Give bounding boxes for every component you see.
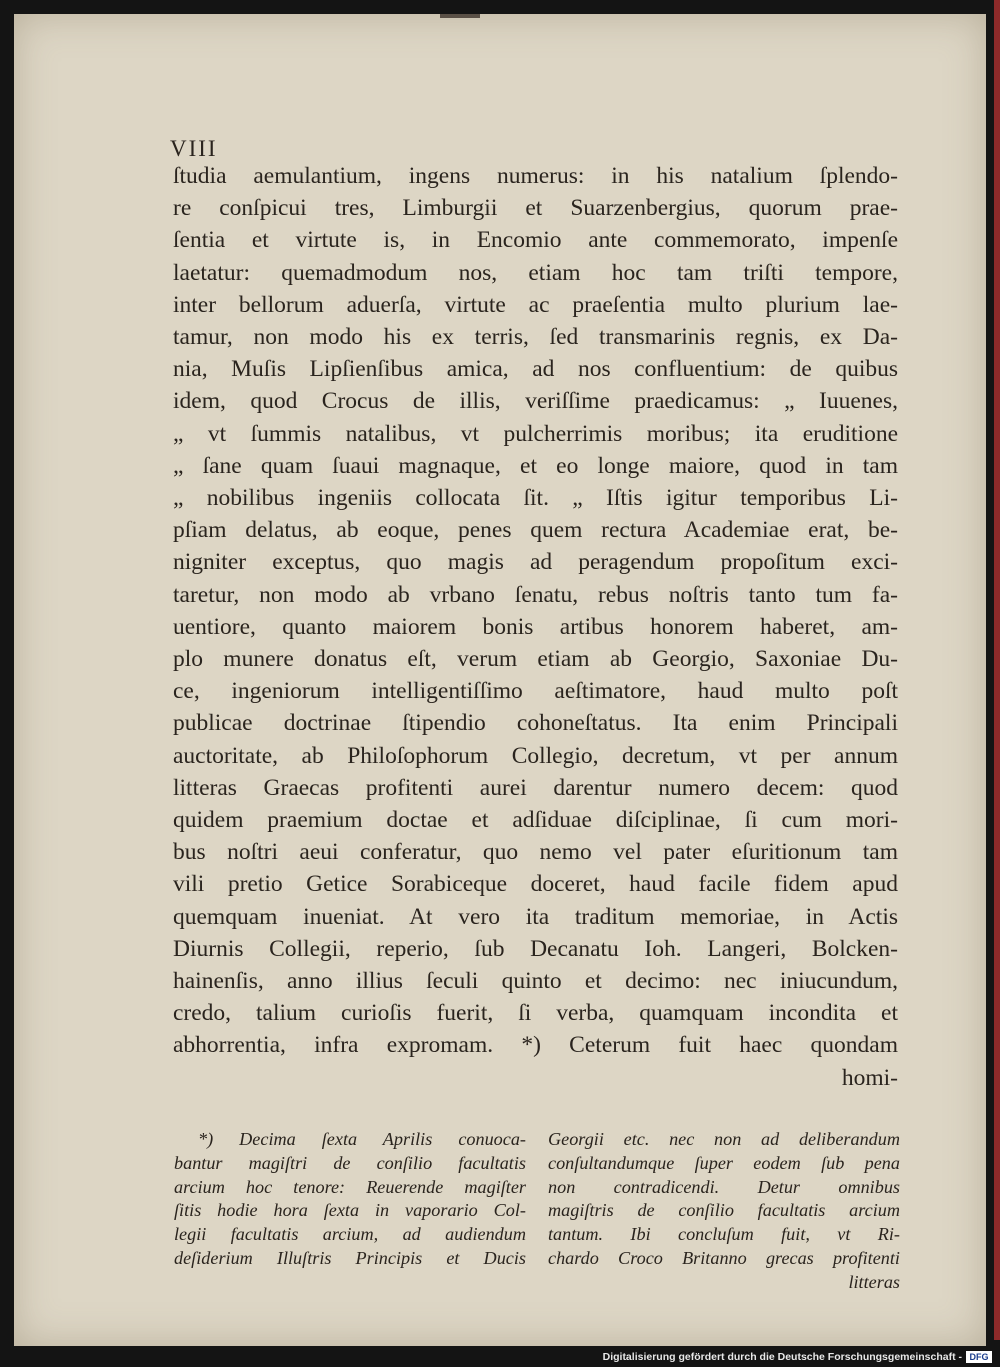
body-line: quidem praemium doctae et adſiduae diſciplinae, ſi cum mori-	[173, 807, 898, 834]
page-number: VIII	[170, 136, 218, 161]
footnote-line: legii facultatis arcium, ad audiendum	[174, 1224, 526, 1245]
body-line: idem, quod Crocus de illis, veriſſime praedicamus: „ Iuuenes,	[173, 388, 898, 415]
body-line: plo munere donatus eſt, verum etiam ab Georgio, Saxoniae Du-	[173, 646, 898, 673]
footnote-right-column	[548, 1128, 900, 1295]
footnote-left-column	[174, 1128, 526, 1271]
top-mark	[440, 14, 480, 18]
body-line: hainenſis, anno illius ſeculi quinto et decimo: nec iniucundum,	[173, 968, 898, 995]
digitization-credit: Digitalisierung gefördert durch die Deutsche Forschungsgemeinschaft -	[602, 1351, 962, 1363]
body-line: „ vt ſummis natalibus, vt pulcherrimis moribus; ita eruditione	[173, 420, 898, 447]
page-edge	[994, 0, 1000, 1340]
body-line: uentiore, quanto maiorem bonis artibus honorem haberet, am-	[173, 613, 898, 640]
body-line: credo, talium curioſis fuerit, ſi verba, quamquam incondita et	[173, 1000, 898, 1027]
footnote-line: bantur magiſtri de conſilio facultatis	[174, 1152, 526, 1173]
body-line: taretur, non modo ab vrbano ſenatu, rebus noſtris tanto tum fa-	[173, 581, 898, 608]
body-line: laetatur: quemadmodum nos, etiam hoc tam triſti tempore,	[173, 259, 898, 286]
body-line: pſiam delatus, ab eoque, penes quem rectura Academiae erat, be-	[173, 517, 898, 544]
body-line: auctoritate, ab Philoſophorum Collegio, decretum, vt per annum	[173, 742, 898, 769]
footnote-line: magiſtris de conſilio facultatis arcium	[548, 1200, 900, 1221]
body-text	[173, 160, 898, 1094]
footnote-line: *) Decima ſexta Aprilis conuoca-	[198, 1129, 526, 1149]
body-line: „ ſane quam ſuaui magnaque, et eo longe maiore, quod in tam	[173, 452, 898, 479]
footnote-line: deſiderium Illuſtris Principis et Ducis	[174, 1247, 526, 1268]
footnote-line: conſultandumque ſuper eodem ſub pena	[548, 1152, 900, 1173]
body-line: publicae doctrinae ſtipendio cohoneſtatus. Ita enim Principali	[173, 710, 898, 737]
body-line: abhorrentia, infra expromam. *) Ceterum fuit haec quondam	[173, 1032, 898, 1059]
footnote-line: ſitis hodie hora ſexta in vaporario Col-	[174, 1200, 526, 1221]
body-line: litteras Graecas profitenti aurei darentur numero decem: quod	[173, 774, 898, 801]
catchword: homi-	[841, 1064, 898, 1091]
body-line: Diurnis Collegii, reperio, ſub Decanatu Ioh. Langeri, Bolcken-	[173, 935, 898, 962]
footnote-line: Georgii etc. nec non ad deliberandum	[548, 1129, 900, 1149]
body-line: re conſpicui tres, Limburgii et Suarzenbergius, quorum prae-	[173, 195, 898, 222]
body-line: tamur, non modo his ex terris, ſed transmarinis regnis, ex Da-	[173, 324, 898, 351]
body-line: bus noſtri aeui conferatur, quo nemo vel pater eſuritionum tam	[173, 839, 898, 866]
body-line: nia, Muſis Lipſienſibus amica, ad nos confluentium: de quibus	[173, 356, 898, 383]
footnote-line: non contradicendi. Detur omnibus	[548, 1176, 900, 1197]
body-line: ſentia et virtute is, in Encomio ante commemorato, impenſe	[173, 227, 898, 254]
footnote-line: tantum. Ibi concluſum fuit, vt Ri-	[548, 1224, 900, 1245]
footnote-line: chardo Croco Britanno grecas profitenti	[548, 1247, 900, 1268]
dfg-logo: DFG	[966, 1351, 992, 1363]
footnote-line: arcium hoc tenore: Reuerende magiſter	[174, 1176, 526, 1197]
body-line: quemquam inueniat. At vero ita traditum memoriae, in Actis	[173, 903, 898, 930]
footnote-catchword: litteras	[848, 1271, 900, 1292]
body-line: vili pretio Getice Sorabiceque doceret, haud facile fidem apud	[173, 871, 898, 898]
body-line: nigniter exceptus, quo magis ad peragendum propoſitum exci-	[173, 549, 898, 576]
body-line: inter bellorum aduerſa, virtute ac praeſentia multo plurium lae-	[173, 291, 898, 318]
body-line: ce, ingeniorum intelligentiſſimo aeſtimatore, haud multo poſt	[173, 678, 898, 705]
body-line: „ nobilibus ingeniis collocata ſit. „ Iſtis igitur temporibus Li-	[173, 485, 898, 512]
body-line: ſtudia aemulantium, ingens numerus: in his natalium ſplendo-	[173, 163, 898, 189]
